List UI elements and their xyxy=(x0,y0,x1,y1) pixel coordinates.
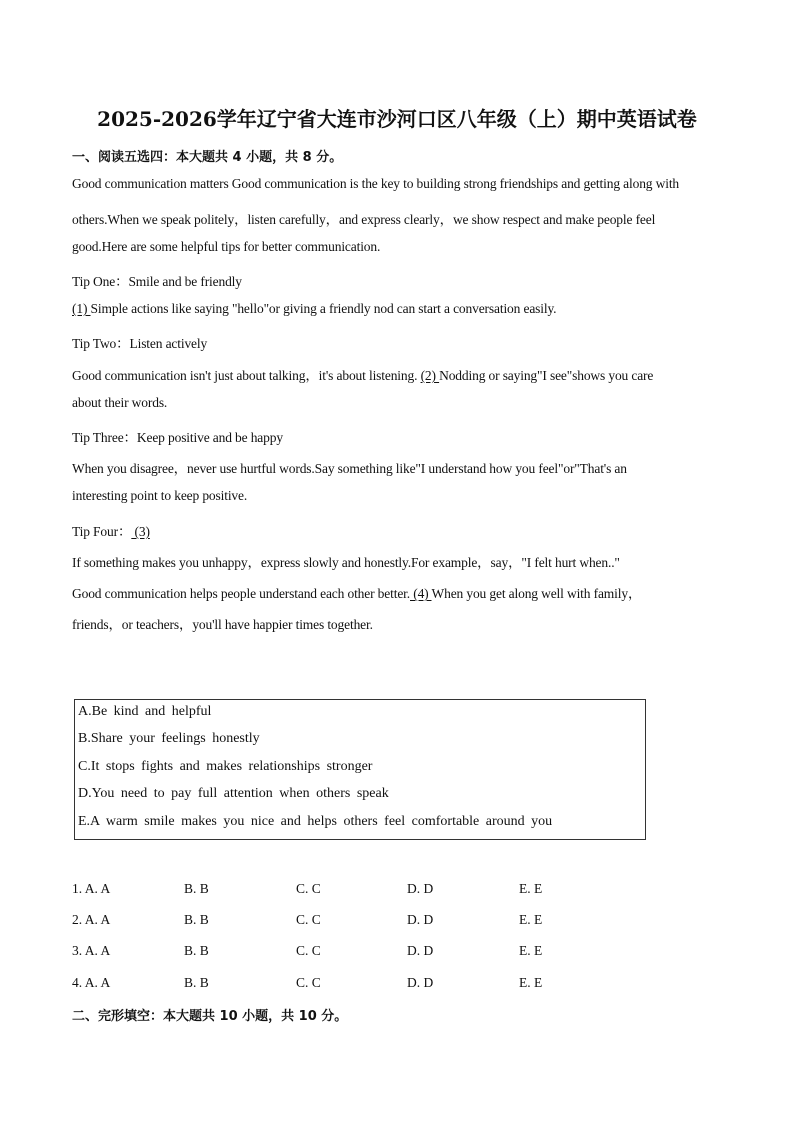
answer-choice-d[interactable]: D. D xyxy=(407,912,434,927)
passage-text: Tip Four： xyxy=(72,524,132,539)
passage-text: Good communication isn't just about talking，it's about listening. xyxy=(72,368,421,383)
tip-four-heading xyxy=(72,520,150,540)
passage-line: others.When we speak politely，listen carefully，and express clearly，we show respect and make people feel xyxy=(72,212,656,227)
answer-row-1 xyxy=(72,881,672,899)
blank-3[interactable]: (3) xyxy=(131,524,150,539)
tip-one-heading: Tip One：Smile and be friendly xyxy=(72,274,242,289)
section2-heading: 二、完形填空：本大题共 10 小题，共 10 分。 xyxy=(72,1009,348,1024)
passage-text: Simple actions like saying "hello"or giving a friendly nod can start a conversation easily. xyxy=(90,301,557,316)
option-c: C.It stops fights and makes relationships stronger xyxy=(78,759,373,774)
passage-line: good.Here are some helpful tips for better communication. xyxy=(72,239,381,254)
answer-choice-c[interactable]: C. C xyxy=(296,912,321,927)
blank-1[interactable]: (1) xyxy=(72,301,91,316)
answer-choice-d[interactable]: D. D xyxy=(407,975,434,990)
answer-choice-a[interactable]: 4. A. A xyxy=(72,975,111,990)
option-e: E.A warm smile makes you nice and helps others feel comfortable around you xyxy=(78,814,553,829)
answer-row-2 xyxy=(72,912,672,930)
answer-choice-e[interactable]: E. E xyxy=(519,912,543,927)
answer-choice-a[interactable]: 2. A. A xyxy=(72,912,111,927)
answer-choice-c[interactable]: C. C xyxy=(296,975,321,990)
passage-text: Good communication helps people understand each other better. xyxy=(72,586,410,601)
passage-line: If something makes you unhappy，express slowly and honestly.For example，say，"I felt hurt when.." xyxy=(72,555,620,570)
answer-choice-e[interactable]: E. E xyxy=(519,943,543,958)
answer-row-3 xyxy=(72,943,672,961)
answer-choice-d[interactable]: D. D xyxy=(407,881,434,896)
answer-choice-c[interactable]: C. C xyxy=(296,943,321,958)
answer-choice-b[interactable]: B. B xyxy=(184,881,209,896)
passage-line: interesting point to keep positive. xyxy=(72,488,248,503)
passage-text: Nodding or saying"I see"shows you care xyxy=(439,368,654,383)
section1-heading: 一、阅读五选四：本大题共 4 小题，共 8 分。 xyxy=(72,150,343,165)
answer-choice-a[interactable]: 1. A. A xyxy=(72,881,111,896)
tip-two-heading: Tip Two：Listen actively xyxy=(72,336,208,351)
passage-line: When you disagree，never use hurtful words.Say something like"I understand how you feel"or"That's an xyxy=(72,461,627,476)
answer-choice-d[interactable]: D. D xyxy=(407,943,434,958)
blank-4[interactable]: (4) xyxy=(410,586,432,601)
passage-line: friends，or teachers，you'll have happier times together. xyxy=(72,617,373,632)
answer-choice-b[interactable]: B. B xyxy=(184,975,209,990)
blank-2[interactable]: (2) xyxy=(420,368,440,383)
passage-line xyxy=(72,364,653,384)
answer-choice-a[interactable]: 3. A. A xyxy=(72,943,111,958)
answer-choice-e[interactable]: E. E xyxy=(519,881,543,896)
answer-choice-b[interactable]: B. B xyxy=(184,943,209,958)
answer-choice-c[interactable]: C. C xyxy=(296,881,321,896)
page-title: 2025-2026学年辽宁省大连市沙河口区八年级（上）期中英语试卷 xyxy=(97,107,697,131)
passage-text: When you get along well with family， xyxy=(431,586,642,601)
option-d: D.You need to pay full attention when others speak xyxy=(78,786,389,801)
answer-row-4 xyxy=(72,975,672,993)
passage-line xyxy=(72,301,556,317)
options-box xyxy=(74,699,646,840)
tip-three-heading: Tip Three：Keep positive and be happy xyxy=(72,430,283,445)
answer-choice-e[interactable]: E. E xyxy=(519,975,543,990)
passage-line xyxy=(72,582,641,602)
answer-choice-b[interactable]: B. B xyxy=(184,912,209,927)
option-a: A.Be kind and helpful xyxy=(78,704,212,719)
passage-line: about their words. xyxy=(72,395,168,410)
passage-line: Good communication matters Good communication is the key to building strong friendships and getting along with xyxy=(72,176,680,191)
option-b: B.Share your feelings honestly xyxy=(78,731,260,746)
